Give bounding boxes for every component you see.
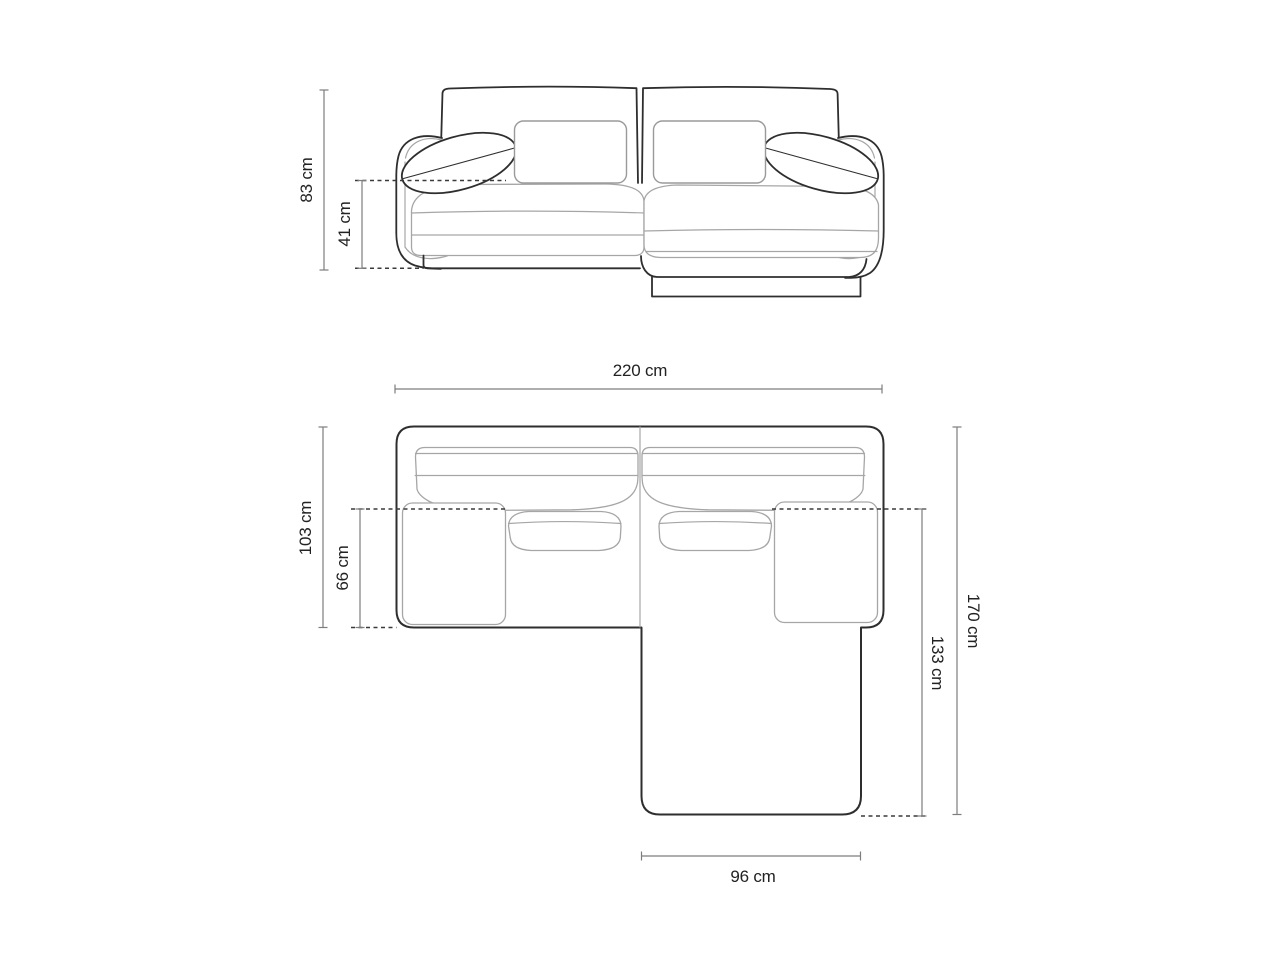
- dimension-label-chaise-width: 96 cm: [730, 867, 776, 886]
- dim-line-seat-height: [358, 181, 367, 269]
- front-chaise-plinth: [652, 277, 861, 297]
- top-view: [319, 385, 962, 861]
- dim-line-chaise-width: [642, 852, 861, 861]
- dimension-label-chaise-length: 133 cm: [928, 635, 947, 691]
- dim-line-chaise-length: [918, 509, 927, 816]
- dim-line-total-width: [395, 385, 882, 394]
- top-backrest-left: [415, 448, 638, 511]
- front-back-cushion-right: [654, 121, 766, 183]
- top-pillow-right: [775, 502, 878, 623]
- front-seat-left: [412, 184, 645, 256]
- dimension-label-body-depth: 103 cm: [296, 500, 315, 556]
- dimension-label-total-width: 220 cm: [612, 361, 668, 380]
- top-backrest-right: [642, 448, 865, 511]
- top-seat-cushion-right: [659, 512, 772, 551]
- front-back-cushion-left: [515, 121, 627, 183]
- front-seat-chaise: [644, 185, 879, 258]
- dim-line-total-height: [320, 90, 329, 270]
- dimension-label-total-depth: 170 cm: [964, 593, 983, 649]
- dimension-label-seat-height: 41 cm: [335, 201, 354, 247]
- front-view: [320, 87, 886, 297]
- top-pillow-left: [403, 503, 506, 625]
- dimension-label-total-height: 83 cm: [297, 157, 316, 203]
- top-seat-cushion-left: [509, 512, 622, 551]
- dim-line-body-depth: [319, 427, 328, 628]
- front-chaise-bottom: [641, 256, 867, 277]
- dimension-label-seat-depth: 66 cm: [333, 545, 352, 591]
- dim-line-seat-depth: [356, 509, 365, 628]
- front-base-left: [424, 256, 641, 269]
- dim-line-total-depth: [953, 427, 962, 815]
